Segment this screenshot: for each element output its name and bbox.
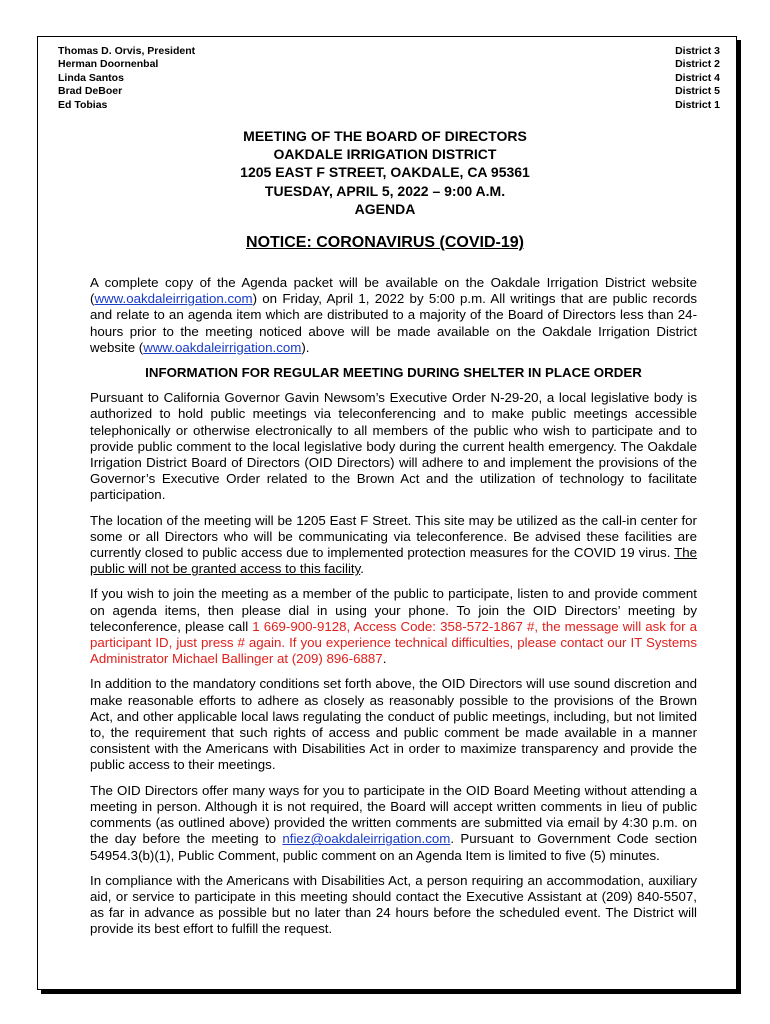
section-subheading: INFORMATION FOR REGULAR MEETING DURING SHELTER IN PLACE ORDER [145, 365, 642, 381]
board-member-row [58, 99, 720, 112]
board-member-row [58, 72, 720, 85]
dial-in-instructions: 1 669-900-9128, Access Code: 358-572-1867 #, the message will ask for a participant ID, just press # again. If you experience technical difficulties, please contact our IT Systems Administrator Michael Ballinger at (209) 896-6887 [90, 618, 697, 667]
text-run: . [360, 561, 364, 577]
text-run: ) on Friday, April 1, 2022 by 5:00 p.m. All writings that are public records and relate to an agenda item which are distributed to a majority of the Board of Directors less than 24-hours prior to the meeting noticed above will be made available on the Oakdale Irrigation District website ( [90, 291, 697, 355]
paragraph-ada-compliance: In compliance with the Americans with Disabilities Act, a person requiring an accommodation, auxiliary aid, or service to participate in this meeting should contact the Executive Assistant at (209) 840-5507, as far in advance as possible but no later than 24 hours before the scheduled event. The District will provide its best effort to fulfill the request. [90, 872, 697, 937]
website-link[interactable]: www.oakdaleirrigation.com [143, 339, 302, 355]
text-run: . [382, 651, 387, 667]
board-of-directors-list [58, 45, 720, 112]
paragraph-meeting-location [90, 513, 697, 578]
paragraph-executive-order: Pursuant to California Governor Gavin Newsom’s Executive Order N-29-20, a local legislative body is authorized to hold public meetings via teleconferencing and to make public meetings accessible telephonically or otherwise electronically to all members of the public who wish to participate and to provide public comment to the local legislative body during the current health emergency. The Oakdale Irrigation District Board of Directors (OID Directors) will adhere to and implement the provisions of the Governor’s Executive Order related to the Brown Act and the utilization of technology to facilitate participation. [90, 390, 697, 503]
notice-heading: NOTICE: CORONAVIRUS (COVID-19) [246, 234, 524, 251]
website-link[interactable]: www.oakdaleirrigation.com [94, 291, 253, 307]
board-member-name: Ed Tobias [58, 98, 108, 111]
title-line: 1205 EAST F STREET, OAKDALE, CA 95361 [240, 164, 530, 181]
text-run: ). [301, 339, 310, 355]
paragraph-brown-act: In addition to the mandatory conditions set forth above, the OID Directors will use sound discretion and make reasonable efforts to adhere as closely as reasonably possible to the provisions of the Brown Act, and other applicable local laws regulating the conduct of public meetings, including, but not limited to, the requirement that such rights of access and public comment be made available in a manner consistent with the Americans with Disabilities Act in order to maximize transparency and provide the public access to their meetings. [90, 676, 697, 773]
board-member-name: Thomas D. Orvis, President [58, 45, 196, 57]
title-line: TUESDAY, APRIL 5, 2022 – 9:00 A.M. [264, 182, 506, 199]
board-member-district: District 1 [675, 98, 720, 111]
board-member-district: District 4 [675, 71, 720, 84]
paragraph-agenda-packet [90, 275, 697, 356]
board-member-district: District 2 [675, 58, 720, 71]
paragraph-written-comments [90, 783, 697, 864]
board-member-district: District 5 [675, 85, 720, 98]
board-member-row [58, 85, 720, 98]
board-member-name: Linda Santos [58, 71, 124, 84]
board-member-name: Herman Doornenbal [58, 58, 159, 71]
board-member-name: Brad DeBoer [58, 85, 123, 98]
text-run: A complete copy of the Agenda packet will be available on the Oakdale Irrigation District website ( [90, 275, 697, 307]
text-run: The OID Directors offer many ways for you to participate in the OID Board Meeting without attending a meeting in person. Although it is not required, the Board will accept written comments in lieu of public comments (as outlined above) provided the written comments are submitted via email by 4:30 p.m. on the day before the meeting to [90, 782, 697, 847]
title-line: AGENDA [354, 200, 416, 217]
document-body [90, 275, 697, 947]
meeting-title [0, 127, 770, 218]
text-run: The location of the meeting will be 1205 East F Street. This site may be utilized as the call-in center for some or all Directors who will be communicating via teleconference. Be advised these facilities are currently closed to public access due to implemented protection measures for the COVID 19 virus. [90, 512, 697, 561]
board-member-district: District 3 [675, 45, 720, 57]
title-line: OAKDALE IRRIGATION DISTRICT [273, 146, 497, 163]
title-line: MEETING OF THE BOARD OF DIRECTORS [243, 128, 527, 144]
paragraph-teleconference [90, 586, 697, 667]
text-run: . Pursuant to Government Code section 54954.3(b)(1), Public Comment, public comment on an Agenda Item is limited to five (5) minutes. [90, 831, 698, 863]
email-link[interactable]: nfiez@oakdaleirrigation.com [282, 831, 451, 847]
board-member-row [58, 45, 720, 58]
underlined-text: The public will not be granted access to this facility [90, 545, 697, 577]
board-member-row [58, 58, 720, 71]
text-run: If you wish to join the meeting as a member of the public to participate, listen to and provide comment on agenda items, then please dial in using your phone. To join the OID Directors’ meeting by teleconference, please call [90, 586, 697, 634]
